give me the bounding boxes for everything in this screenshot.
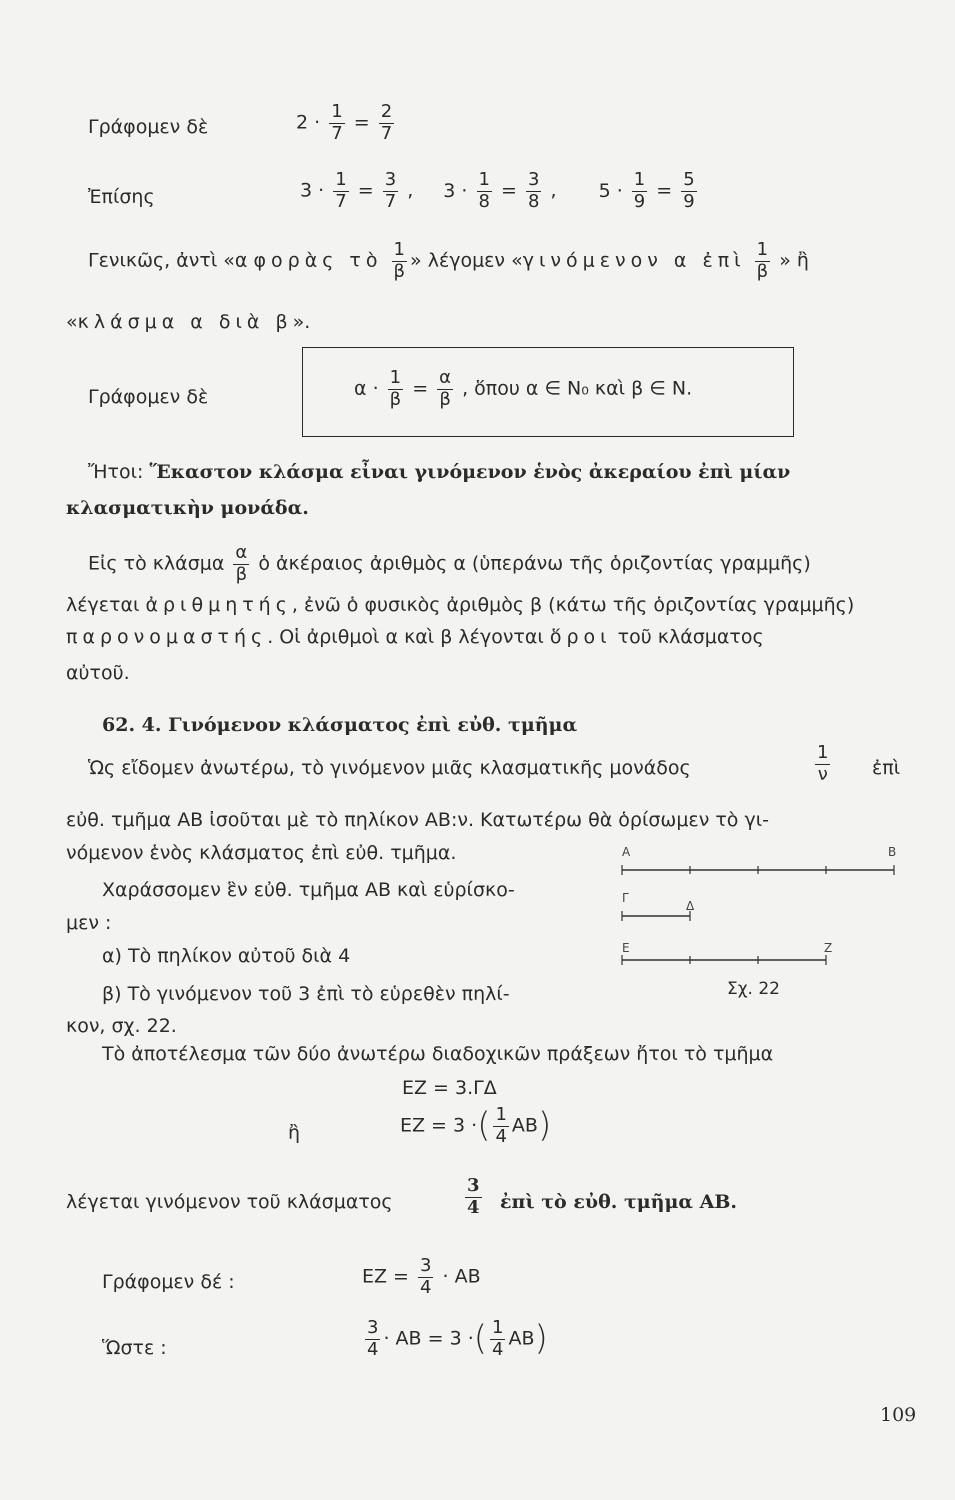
text: . Οἱ ἀριθμοὶ α καὶ β λέγονται: [267, 626, 544, 648]
right-paren: ): [534, 1318, 548, 1359]
denominator: 9: [633, 190, 646, 212]
text: ».: [292, 311, 311, 333]
left-paren: (: [473, 1318, 487, 1359]
fraction-one-four: [493, 1105, 508, 1147]
equation-ez-1: EZ = 3.ΓΔ: [402, 1077, 497, 1099]
numerator: 3: [420, 1255, 432, 1276]
text: Εἰς τὸ κλάσμα: [88, 552, 225, 575]
equals-sign: =: [353, 111, 370, 134]
text-spaced: κλάσμα α διὰ β: [77, 311, 293, 333]
equation-1: [296, 102, 397, 144]
text-line-3: [88, 240, 809, 282]
fraction-alpha-beta: [233, 543, 249, 585]
text-line-22: Γράφομεν δέ :: [102, 1271, 235, 1293]
equation-final: [362, 1318, 548, 1360]
numerator: α: [235, 542, 248, 563]
numerator: 1: [388, 368, 404, 390]
left-paren: (: [477, 1105, 491, 1146]
equation-ez-3: [362, 1256, 481, 1298]
numerator: 3: [527, 169, 540, 190]
fraction: [329, 102, 344, 144]
fraction-one-nu: [815, 743, 830, 785]
text: τοῦ κλάσματος: [617, 626, 764, 648]
text-line-14: νόμενον ἑνὸς κλάσματος ἐπὶ εὐθ. τμῆμα.: [66, 842, 457, 864]
label-z: Z: [824, 941, 833, 955]
denominator: 4: [467, 1196, 480, 1218]
numerator: 1: [492, 1317, 504, 1338]
fraction: [477, 170, 492, 212]
fraction: [681, 170, 696, 212]
eq-term: EZ = 3 ·: [400, 1114, 478, 1137]
equation-ez-2: [400, 1105, 551, 1147]
text: , ἐνῶ ὁ φυσικὸς ἀριθμὸς β (κάτω τῆς ὁριζοντίας γραμμῆς): [291, 594, 855, 616]
text: ὁ ἀκέραιος ἀριθμὸς α (ὑπεράνω τῆς ὁριζοντίας γραμμῆς): [258, 552, 811, 575]
text: Ἤτοι:: [88, 461, 150, 483]
fraction-three-four: [365, 1318, 380, 1360]
text-line-12: [88, 758, 691, 779]
text-line-21-bold: ἐπὶ τὸ εὐθ. τμῆμα AB.: [500, 1191, 738, 1213]
text-grafomen: Γράφομεν δὲ: [88, 116, 209, 138]
text-line-18: β) Τὸ γινόμενον τοῦ 3 ἐπὶ τὸ εὑρεθὲν πηλί-: [102, 983, 510, 1005]
denominator: 8: [478, 190, 490, 212]
text-line-15: Χαράσσομεν ἓν εὐθ. τμῆμα AB καὶ εὑρίσκο-: [102, 879, 515, 901]
denominator: β: [756, 260, 769, 282]
text-line-9: [66, 595, 854, 616]
denominator: 7: [331, 122, 343, 144]
eq-term: AB: [511, 1114, 538, 1137]
equation-2: [300, 170, 700, 212]
denominator: 4: [495, 1125, 507, 1147]
denominator: 7: [380, 122, 393, 144]
text-line-8: [88, 543, 811, 585]
text-line-23: Ὥστε :: [102, 1337, 167, 1359]
equals-sign: =: [656, 179, 673, 202]
text: Γενικῶς, ἀντὶ «α: [88, 249, 248, 272]
denominator: 4: [367, 1338, 379, 1360]
text: Γράφομεν δὲ: [88, 386, 209, 408]
numerator: 5: [683, 169, 695, 190]
text: λέγεται γινόμενον τοῦ κλάσματος: [66, 1191, 393, 1213]
eq-term: 3 ·: [300, 179, 325, 202]
eq-term: AB: [508, 1327, 535, 1350]
numerator: 1: [755, 240, 771, 262]
text: Ὡς εἴδομεν ἀνωτέρω, τὸ γινόμενον μιᾶς κλασματικῆς μονάδος: [88, 757, 691, 779]
equals-sign: =: [357, 179, 374, 202]
section-heading: 62. 4. Γινόμενον κλάσματος ἐπὶ εὐθ. τμῆμα: [102, 714, 578, 736]
fraction: [333, 170, 348, 212]
figure-22: [612, 840, 902, 1000]
eq-term: · AB = 3 ·: [383, 1327, 474, 1350]
fraction: [383, 170, 398, 212]
text-spaced: παρονομαστής: [66, 626, 268, 648]
fraction-one-beta: [755, 240, 771, 282]
text-line-16: μεν :: [66, 912, 112, 934]
fraction: [526, 170, 541, 212]
text: «: [66, 311, 78, 333]
fraction-three-four-wrap: [462, 1176, 485, 1218]
comma: ,: [407, 179, 414, 202]
text-spaced: ὅροι: [549, 626, 612, 648]
text: » λέγομεν «: [410, 249, 523, 272]
fraction-alpha-beta: [437, 368, 453, 410]
text-line-13: εὐθ. τμῆμα AB ἰσοῦται μὲ τὸ πηλίκον AB:ν. Κατωτέρω θὰ ὁρίσωμεν τὸ γι-: [66, 809, 769, 831]
fraction-one-nu-wrap: [812, 743, 833, 785]
numerator: 3: [384, 169, 397, 190]
eq-term: 2 ·: [296, 111, 321, 134]
text-line-2: [88, 187, 155, 208]
text-bold: Ἕκαστον κλάσμα εἶναι γινόμενον ἑνὸς ἀκεραίου ἐπὶ μίαν: [149, 461, 791, 483]
fraction-three-four: [418, 1256, 433, 1298]
denominator: 9: [683, 190, 695, 212]
text-spaced: φορὰς τὸ: [253, 249, 383, 272]
eq-term: · AB: [442, 1265, 481, 1288]
denominator: 7: [384, 190, 397, 212]
right-paren: ): [537, 1105, 552, 1146]
text-epi: ἐπὶ: [872, 757, 901, 779]
text-line-5: [88, 387, 208, 408]
denominator: 8: [527, 190, 540, 212]
text-spaced: ἀριθμητής: [145, 594, 292, 616]
label-d: Δ: [686, 899, 695, 913]
text-line-19: κον, σχ. 22.: [66, 1015, 177, 1037]
page-number: 109: [880, 1404, 917, 1426]
text-line-4: [66, 312, 310, 333]
numerator: 3: [367, 1317, 379, 1338]
text-line-20: Τὸ ἀποτέλεσμα τῶν δύο ἀνωτέρω διαδοχικῶν πράξεων ἤτοι τὸ τμῆμα: [102, 1043, 774, 1065]
fraction-one-beta: [392, 240, 408, 282]
text-or: ἢ: [288, 1122, 301, 1144]
denominator: β: [393, 260, 406, 282]
comma: ,: [550, 179, 557, 202]
numerator: 1: [478, 169, 490, 190]
text-spaced: γινόμενον α ἐπὶ: [522, 249, 746, 272]
numerator: 1: [392, 240, 408, 262]
label-g: Γ: [622, 891, 629, 905]
label-b: B: [888, 845, 897, 859]
numerator: 1: [633, 169, 646, 190]
fraction-one-beta: [388, 368, 404, 410]
numerator: 2: [380, 101, 393, 122]
text-episis: Ἐπίσης: [88, 186, 155, 208]
figure-caption: Σχ. 22: [727, 979, 781, 999]
numerator: 1: [331, 101, 343, 122]
fraction: [632, 170, 647, 212]
text-line-1: [88, 117, 208, 138]
text-line-7: κλασματικὴν μονάδα.: [66, 497, 309, 519]
text: » ἢ: [779, 249, 809, 272]
numerator: α: [439, 367, 452, 388]
text-line-10: [66, 627, 764, 648]
boxed-equation: [354, 368, 692, 410]
eq-term: α ·: [354, 377, 379, 400]
condition: , ὅπου α ∈ N₀ καὶ β ∈ N.: [462, 377, 693, 400]
text-line-11: αὐτοῦ.: [66, 662, 130, 684]
text-line-21: [66, 1192, 393, 1213]
denominator: 4: [420, 1276, 432, 1298]
fraction: [379, 102, 394, 144]
fraction-three-four: [465, 1176, 482, 1218]
eq-term: 5 ·: [598, 179, 623, 202]
text: λέγεται: [66, 594, 140, 616]
equals-sign: =: [501, 179, 517, 202]
numerator: 1: [335, 169, 347, 190]
denominator: ν: [817, 763, 828, 785]
numerator: 3: [467, 1175, 480, 1196]
eq-term: 3 ·: [443, 179, 468, 202]
text-line-6: [88, 462, 790, 483]
denominator: β: [235, 563, 248, 585]
numerator: 1: [495, 1104, 507, 1125]
denominator: β: [439, 388, 451, 410]
label-a: A: [622, 845, 631, 859]
eq-term: EZ =: [362, 1265, 409, 1288]
text-line-17: α) Τὸ πηλίκον αὐτοῦ διὰ 4: [102, 945, 351, 967]
label-e: E: [622, 941, 630, 955]
equals-sign: =: [412, 377, 429, 400]
fraction-one-four: [490, 1318, 505, 1360]
denominator: β: [389, 388, 402, 410]
numerator: 1: [817, 742, 829, 763]
denominator: 4: [492, 1338, 504, 1360]
denominator: 7: [335, 190, 347, 212]
